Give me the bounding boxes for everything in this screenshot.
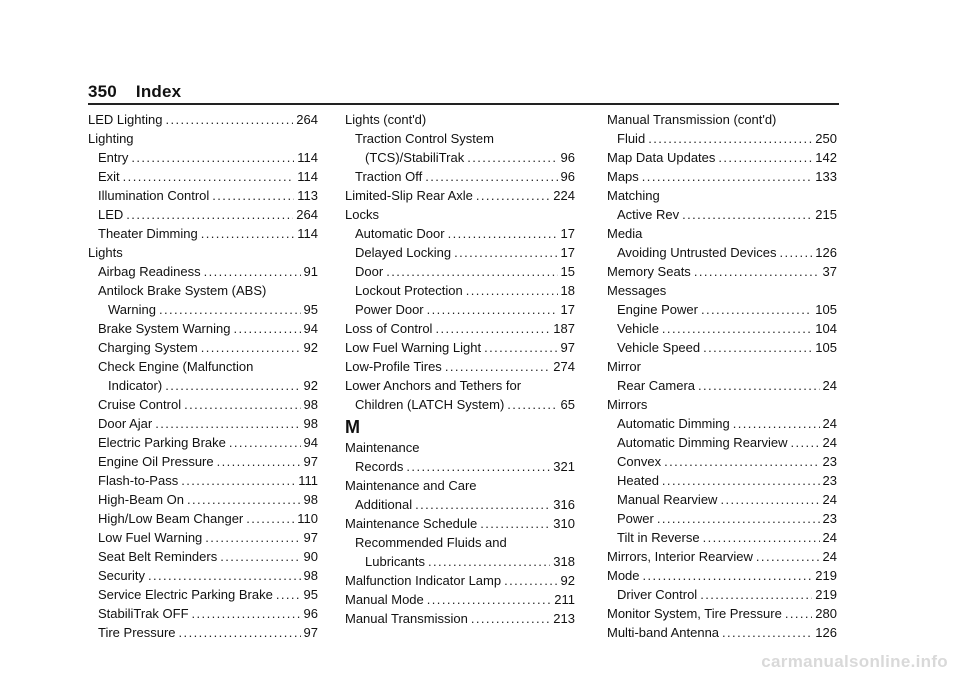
dot-leader <box>427 300 558 319</box>
entry-page-number: 98 <box>303 416 318 431</box>
entry-page-number: 23 <box>822 511 837 526</box>
index-entry <box>345 338 575 357</box>
entry-label: StabiliTrak OFF <box>98 606 189 621</box>
index-entry <box>607 585 837 604</box>
section-letter: M <box>345 417 360 437</box>
dot-leader <box>212 186 294 205</box>
index-heading: Messages <box>607 283 667 298</box>
index-entry <box>607 566 837 585</box>
index-entry <box>88 528 318 547</box>
entry-page-number: 104 <box>815 321 837 336</box>
entry-label: High-Beam On <box>98 492 184 507</box>
index-entry <box>607 338 837 357</box>
entry-page-number: 97 <box>560 340 575 355</box>
entry-page-number: 15 <box>560 264 575 279</box>
dot-leader <box>427 590 551 609</box>
index-heading: Lights (cont'd) <box>345 112 427 127</box>
entry-page-number: 98 <box>303 397 318 412</box>
entry-page-number: 92 <box>560 573 575 588</box>
dot-leader <box>181 471 295 490</box>
dot-leader <box>425 167 557 186</box>
dot-leader <box>155 414 300 433</box>
dot-leader <box>722 623 812 642</box>
entry-page-number: 95 <box>303 302 318 317</box>
entry-page-number: 92 <box>303 378 318 393</box>
dot-leader <box>179 623 301 642</box>
entry-page-number: 17 <box>560 245 575 260</box>
entry-label: Maintenance Schedule <box>345 516 478 531</box>
index-column-2 <box>345 110 575 628</box>
entry-page-number: 114 <box>297 226 318 241</box>
entry-page-number: 96 <box>303 606 318 621</box>
dot-leader <box>720 490 819 509</box>
index-entry <box>88 452 318 471</box>
entry-page-number: 94 <box>303 435 318 450</box>
dot-leader <box>126 205 293 224</box>
index-entry <box>88 604 318 623</box>
dot-leader <box>386 262 557 281</box>
dot-leader <box>406 457 550 476</box>
entry-page-number: 97 <box>303 454 318 469</box>
index-column-3 <box>607 110 837 642</box>
entry-page-number: 105 <box>815 340 837 355</box>
dot-leader <box>703 338 812 357</box>
entry-label: Rear Camera <box>617 378 696 393</box>
index-entry <box>88 490 318 509</box>
index-column-1 <box>88 110 318 642</box>
entry-page-number: 24 <box>822 416 837 431</box>
dot-leader <box>201 224 295 243</box>
dot-leader <box>480 514 550 533</box>
entry-label: (TCS)/StabiliTrak <box>365 150 465 165</box>
entry-page-number: 24 <box>822 435 837 450</box>
dot-leader <box>435 319 550 338</box>
entry-label: Heated <box>617 473 659 488</box>
index-heading: Recommended Fluids and <box>355 535 507 550</box>
index-entry <box>607 623 837 642</box>
entry-page-number: 24 <box>822 378 837 393</box>
entry-page-number: 250 <box>815 131 837 146</box>
dot-leader <box>246 509 294 528</box>
index-entry <box>345 262 575 281</box>
index-entry <box>345 571 575 590</box>
index-entry <box>345 281 575 300</box>
index-entry <box>88 376 318 395</box>
index-heading: Manual Transmission (cont'd) <box>607 112 777 127</box>
dot-leader <box>642 167 813 186</box>
index-entry <box>88 319 318 338</box>
dot-leader <box>165 110 293 129</box>
index-entry <box>607 452 837 471</box>
entry-page-number: 91 <box>303 264 318 279</box>
entry-label: Avoiding Untrusted Devices <box>617 245 777 260</box>
index-entry <box>345 224 575 243</box>
entry-label: Indicator) <box>108 378 163 393</box>
entry-label: Driver Control <box>617 587 698 602</box>
index-entry <box>607 490 837 509</box>
entry-label: Door <box>355 264 384 279</box>
entry-label: Limited-Slip Rear Axle <box>345 188 473 203</box>
dot-leader <box>192 604 301 623</box>
entry-label: LED Lighting <box>88 112 163 127</box>
dot-leader <box>184 395 300 414</box>
entry-page-number: 213 <box>553 611 575 626</box>
entry-label: Malfunction Indicator Lamp <box>345 573 502 588</box>
entry-label: Door Ajar <box>98 416 153 431</box>
dot-leader <box>205 528 300 547</box>
entry-label: Electric Parking Brake <box>98 435 226 450</box>
dot-leader <box>415 495 550 514</box>
dot-leader <box>718 148 812 167</box>
index-entry <box>345 609 575 628</box>
entry-page-number: 318 <box>553 554 575 569</box>
entry-page-number: 97 <box>303 625 318 640</box>
index-entry <box>88 509 318 528</box>
entry-label: Lubricants <box>365 554 425 569</box>
entry-page-number: 280 <box>815 606 837 621</box>
dot-leader <box>217 452 301 471</box>
index-entry <box>345 167 575 186</box>
entry-label: Low-Profile Tires <box>345 359 442 374</box>
entry-label: Manual Transmission <box>345 611 468 626</box>
entry-page-number: 98 <box>303 568 318 583</box>
index-entry <box>88 300 318 319</box>
index-entry <box>607 547 837 566</box>
dot-leader <box>220 547 300 566</box>
entry-label: Service Electric Parking Brake <box>98 587 273 602</box>
entry-page-number: 105 <box>815 302 837 317</box>
entry-label: Security <box>98 568 145 583</box>
index-entry <box>607 148 837 167</box>
index-entry <box>607 528 837 547</box>
entry-label: Records <box>355 459 404 474</box>
dot-leader <box>694 262 820 281</box>
dot-leader <box>187 490 301 509</box>
dot-leader <box>123 167 295 186</box>
dot-leader <box>507 395 557 414</box>
index-entry <box>88 585 318 604</box>
entry-page-number: 90 <box>303 549 318 564</box>
dot-leader <box>791 433 820 452</box>
entry-label: Tilt in Reverse <box>617 530 700 545</box>
index-entry <box>607 433 837 452</box>
entry-label: Monitor System, Tire Pressure <box>607 606 782 621</box>
index-entry <box>607 376 837 395</box>
entry-page-number: 114 <box>297 150 318 165</box>
entry-label: Additional <box>355 497 413 512</box>
index-heading: Matching <box>607 188 660 203</box>
entry-label: Theater Dimming <box>98 226 198 241</box>
entry-label: Delayed Locking <box>355 245 452 260</box>
index-heading: Antilock Brake System (ABS) <box>98 283 267 298</box>
index-entry <box>88 433 318 452</box>
entry-page-number: 95 <box>303 587 318 602</box>
index-entry <box>88 205 318 224</box>
entry-page-number: 142 <box>815 150 837 165</box>
entry-label: Cruise Control <box>98 397 182 412</box>
entry-label: Charging System <box>98 340 198 355</box>
entry-page-number: 264 <box>296 112 318 127</box>
index-entry <box>607 300 837 319</box>
entry-label: Entry <box>98 150 129 165</box>
entry-page-number: 94 <box>303 321 318 336</box>
dot-leader <box>201 338 301 357</box>
index-entry <box>88 148 318 167</box>
dot-leader <box>648 129 812 148</box>
dot-leader <box>454 243 557 262</box>
index-entry <box>345 590 575 609</box>
entry-label: Vehicle <box>617 321 659 336</box>
header-rule <box>88 103 839 105</box>
index-heading: Lights <box>88 245 123 260</box>
index-entry <box>607 243 837 262</box>
entry-page-number: 211 <box>554 592 575 607</box>
index-entry <box>345 495 575 514</box>
index-entry <box>88 395 318 414</box>
entry-page-number: 24 <box>822 549 837 564</box>
index-entry <box>607 129 837 148</box>
entry-page-number: 111 <box>298 473 318 488</box>
index-entry <box>88 167 318 186</box>
entry-label: Loss of Control <box>345 321 433 336</box>
dot-leader <box>445 357 550 376</box>
dot-leader <box>484 338 557 357</box>
index-entry <box>607 509 837 528</box>
entry-page-number: 23 <box>822 454 837 469</box>
dot-leader <box>233 319 300 338</box>
dot-leader <box>643 566 813 585</box>
entry-label: Flash-to-Pass <box>98 473 179 488</box>
entry-page-number: 321 <box>553 459 575 474</box>
entry-page-number: 316 <box>553 497 575 512</box>
dot-leader <box>467 148 557 167</box>
entry-label: Low Fuel Warning <box>98 530 203 545</box>
entry-page-number: 96 <box>560 169 575 184</box>
dot-leader <box>682 205 812 224</box>
entry-label: Brake System Warning <box>98 321 231 336</box>
dot-leader <box>785 604 812 623</box>
index-entry <box>88 623 318 642</box>
dot-leader <box>698 376 820 395</box>
index-heading: Check Engine (Malfunction <box>98 359 254 374</box>
entry-label: Fluid <box>617 131 646 146</box>
index-entry <box>345 243 575 262</box>
dot-leader <box>662 319 812 338</box>
entry-label: Manual Rearview <box>617 492 718 507</box>
page-header <box>88 82 181 102</box>
entry-page-number: 96 <box>560 150 575 165</box>
entry-page-number: 24 <box>822 530 837 545</box>
index-heading: Media <box>607 226 643 241</box>
dot-leader <box>131 148 294 167</box>
entry-label: Automatic Door <box>355 226 445 241</box>
entry-page-number: 187 <box>553 321 575 336</box>
entry-label: Illumination Control <box>98 188 210 203</box>
dot-leader <box>700 585 812 604</box>
entry-label: Exit <box>98 169 120 184</box>
entry-label: Mirrors, Interior Rearview <box>607 549 753 564</box>
index-entry <box>345 319 575 338</box>
dot-leader <box>471 609 550 628</box>
index-entry <box>345 148 575 167</box>
entry-page-number: 114 <box>297 169 318 184</box>
dot-leader <box>703 528 820 547</box>
index-entry <box>607 414 837 433</box>
index-heading: Maintenance and Care <box>345 478 477 493</box>
watermark: carmanualsonline.info <box>761 652 948 671</box>
dot-leader <box>756 547 820 566</box>
dot-leader <box>701 300 812 319</box>
entry-label: Lockout Protection <box>355 283 463 298</box>
dot-leader <box>662 471 820 490</box>
dot-leader <box>204 262 301 281</box>
index-heading: Mirror <box>607 359 641 374</box>
entry-page-number: 23 <box>822 473 837 488</box>
dot-leader <box>148 566 301 585</box>
entry-label: Warning <box>108 302 156 317</box>
entry-page-number: 24 <box>822 492 837 507</box>
entry-page-number: 219 <box>815 587 837 602</box>
index-entry <box>607 205 837 224</box>
entry-label: Map Data Updates <box>607 150 716 165</box>
dot-leader <box>229 433 301 452</box>
dot-leader <box>476 186 550 205</box>
entry-label: LED <box>98 207 124 222</box>
entry-page-number: 133 <box>815 169 837 184</box>
index-entry <box>345 514 575 533</box>
entry-page-number: 110 <box>297 511 318 526</box>
dot-leader <box>466 281 558 300</box>
index-entry <box>345 457 575 476</box>
index-heading: Locks <box>345 207 379 222</box>
dot-leader <box>165 376 300 395</box>
dot-leader <box>733 414 820 433</box>
index-entry <box>345 186 575 205</box>
entry-page-number: 224 <box>553 188 575 203</box>
page-number: 350 <box>88 82 117 101</box>
entry-label: Automatic Dimming Rearview <box>617 435 788 450</box>
index-entry <box>88 224 318 243</box>
index-entry <box>607 167 837 186</box>
entry-label: Manual Mode <box>345 592 424 607</box>
index-entry <box>88 338 318 357</box>
entry-label: Memory Seats <box>607 264 691 279</box>
index-entry <box>88 566 318 585</box>
entry-page-number: 18 <box>560 283 575 298</box>
dot-leader <box>504 571 557 590</box>
entry-page-number: 126 <box>815 245 837 260</box>
entry-label: Mode <box>607 568 640 583</box>
entry-label: Children (LATCH System) <box>355 397 505 412</box>
entry-label: Maps <box>607 169 639 184</box>
dot-leader <box>276 585 301 604</box>
entry-page-number: 17 <box>560 226 575 241</box>
index-entry <box>345 552 575 571</box>
index-heading: Lower Anchors and Tethers for <box>345 378 522 393</box>
entry-label: Engine Oil Pressure <box>98 454 214 469</box>
entry-label: Airbag Readiness <box>98 264 201 279</box>
index-entry <box>88 414 318 433</box>
index-heading: Traction Control System <box>355 131 494 146</box>
index-entry <box>88 547 318 566</box>
entry-label: Tire Pressure <box>98 625 176 640</box>
index-entry <box>88 186 318 205</box>
entry-page-number: 274 <box>553 359 575 374</box>
index-heading: Lighting <box>88 131 134 146</box>
entry-page-number: 310 <box>553 516 575 531</box>
index-entry <box>88 262 318 281</box>
entry-page-number: 92 <box>303 340 318 355</box>
entry-label: Automatic Dimming <box>617 416 730 431</box>
index-entry <box>88 110 318 129</box>
index-entry <box>345 300 575 319</box>
entry-label: Power <box>617 511 654 526</box>
entry-label: Traction Off <box>355 169 423 184</box>
entry-label: Engine Power <box>617 302 698 317</box>
entry-page-number: 17 <box>560 302 575 317</box>
entry-page-number: 264 <box>296 207 318 222</box>
index-entry <box>607 471 837 490</box>
dot-leader <box>779 243 812 262</box>
entry-label: Active Rev <box>617 207 680 222</box>
entry-label: Seat Belt Reminders <box>98 549 218 564</box>
entry-page-number: 98 <box>303 492 318 507</box>
index-heading: Mirrors <box>607 397 648 412</box>
index-entry <box>345 395 575 414</box>
index-entry <box>607 604 837 623</box>
entry-page-number: 65 <box>560 397 575 412</box>
entry-label: High/Low Beam Changer <box>98 511 244 526</box>
dot-leader <box>428 552 550 571</box>
entry-label: Power Door <box>355 302 424 317</box>
page-title: Index <box>135 82 182 101</box>
index-entry <box>607 319 837 338</box>
index-heading: Maintenance <box>345 440 420 455</box>
dot-leader <box>448 224 558 243</box>
dot-leader <box>664 452 819 471</box>
dot-leader <box>159 300 301 319</box>
entry-page-number: 219 <box>815 568 837 583</box>
dot-leader <box>657 509 820 528</box>
entry-label: Multi-band Antenna <box>607 625 720 640</box>
index-entry <box>88 471 318 490</box>
entry-label: Low Fuel Warning Light <box>345 340 482 355</box>
entry-page-number: 126 <box>815 625 837 640</box>
index-entry <box>607 262 837 281</box>
entry-label: Convex <box>617 454 662 469</box>
entry-page-number: 215 <box>815 207 837 222</box>
entry-label: Vehicle Speed <box>617 340 701 355</box>
entry-page-number: 113 <box>297 188 318 203</box>
index-entry <box>345 357 575 376</box>
entry-page-number: 37 <box>822 264 837 279</box>
entry-page-number: 97 <box>303 530 318 545</box>
